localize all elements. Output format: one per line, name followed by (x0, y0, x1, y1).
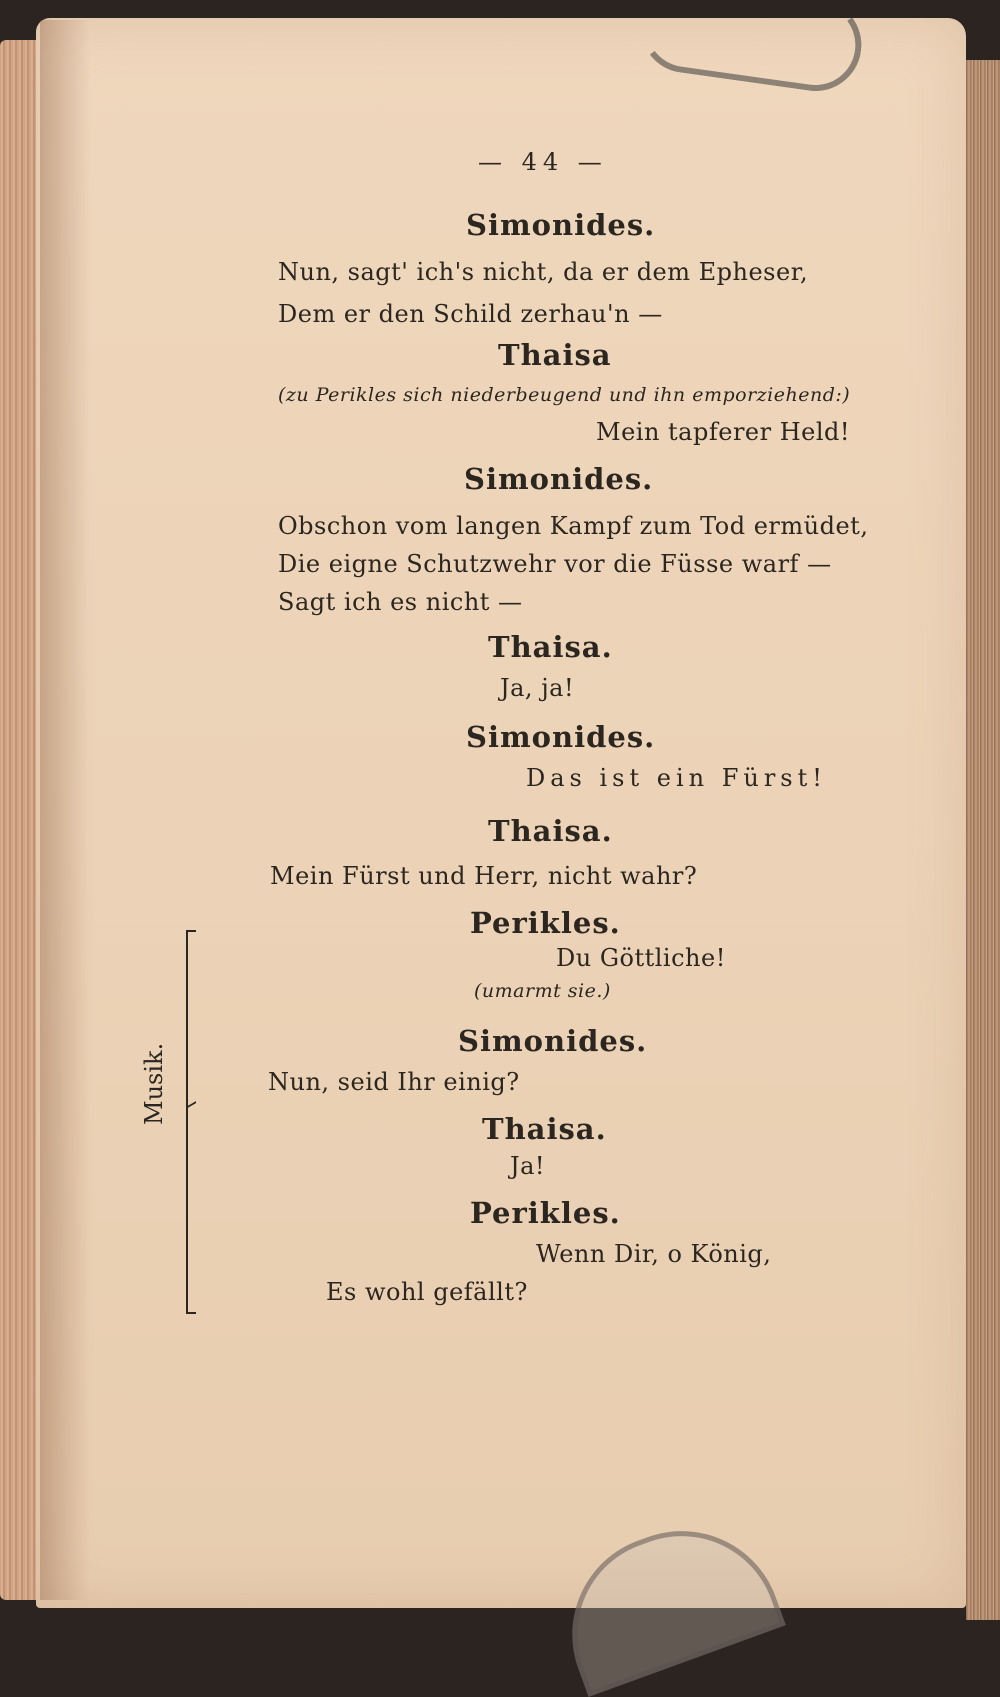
speaker-thaisa: Thaisa (498, 338, 612, 372)
gutter-shadow (40, 20, 90, 1600)
speaker-simonides: Simonides. (464, 462, 654, 496)
book-page (36, 18, 966, 1608)
brace-end (186, 1312, 196, 1314)
speaker-thaisa: Thaisa. (482, 1112, 607, 1146)
speaker-simonides: Simonides. (466, 208, 656, 242)
verse-line: Ja! (510, 1152, 546, 1180)
verse-line: Mein tapferer Held! (596, 418, 851, 446)
page-number: — 44 — (478, 148, 608, 176)
speaker-simonides: Simonides. (458, 1024, 648, 1058)
verse-line: Obschon vom langen Kampf zum Tod ermüdet, (278, 512, 869, 540)
book-edge-right (966, 60, 1000, 1620)
speaker-thaisa: Thaisa. (488, 630, 613, 664)
speaker-perikles: Perikles. (470, 906, 621, 940)
verse-line: Das ist ein Fürst! (526, 764, 827, 792)
verse-line: Wenn Dir, o König, (536, 1240, 772, 1268)
verse-line: Nun, seid Ihr einig? (268, 1068, 520, 1096)
verse-line: Es wohl gefällt? (326, 1278, 528, 1306)
margin-brace (186, 932, 202, 1312)
margin-note-musik: Musik. (140, 1042, 168, 1125)
verse-line: Sagt ich es nicht — (278, 588, 523, 616)
verse-line: Dem er den Schild zerhau'n — (278, 300, 663, 328)
speaker-thaisa: Thaisa. (488, 814, 613, 848)
verse-line: Die eigne Schutzwehr vor die Füsse warf — (278, 550, 832, 578)
speaker-perikles: Perikles. (470, 1196, 621, 1230)
verse-line: Nun, sagt' ich's nicht, da er dem Epheser, (278, 258, 809, 286)
verse-line: Du Göttliche! (556, 944, 726, 972)
speaker-simonides: Simonides. (466, 720, 656, 754)
stage-direction: (umarmt sie.) (474, 980, 611, 1002)
verse-line: Mein Fürst und Herr, nicht wahr? (270, 862, 698, 890)
verse-line: Ja, ja! (500, 674, 575, 702)
stage-direction: (zu Perikles sich niederbeugend und ihn emporziehend:) (278, 384, 851, 406)
